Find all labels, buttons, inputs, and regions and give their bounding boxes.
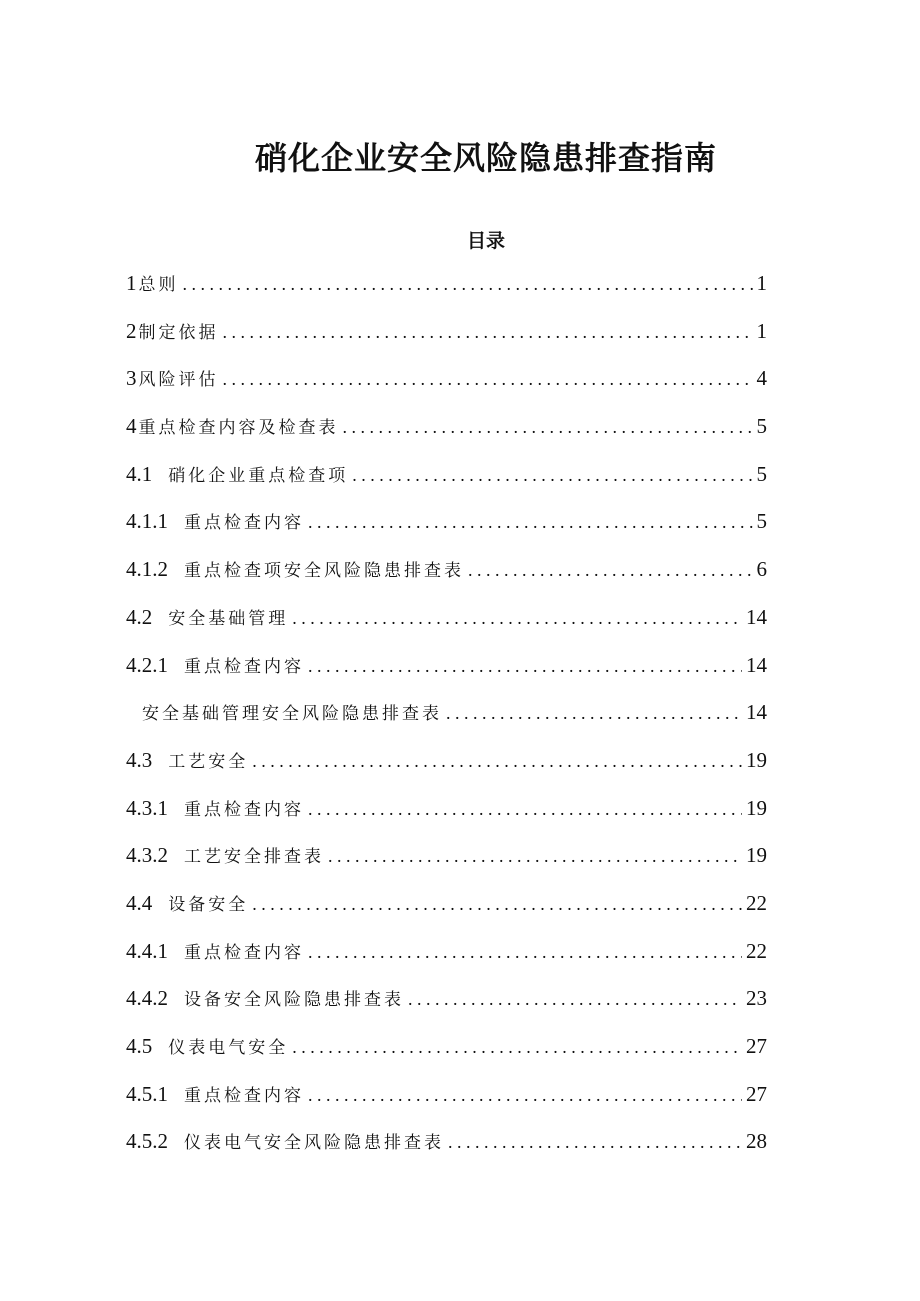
toc-entry-page: 14 xyxy=(746,652,767,677)
toc-entry[interactable] xyxy=(126,604,767,652)
toc-entry[interactable] xyxy=(126,747,767,795)
toc-entry-label: 风险评估 xyxy=(138,370,219,391)
toc-entry-label: 安全基础管理安全风险隐患排查表 xyxy=(142,704,442,725)
toc-dot-leader xyxy=(408,989,742,1010)
toc-entry-number: 3 xyxy=(126,366,137,391)
toc-entry-page: 23 xyxy=(746,986,767,1011)
toc-entry[interactable] xyxy=(126,985,767,1033)
toc-entry-page: 14 xyxy=(746,604,767,629)
toc-entry-number: 4.1.2 xyxy=(126,557,168,582)
toc-entry-label: 重点检查内容 xyxy=(184,513,304,534)
toc-entry[interactable] xyxy=(126,413,767,461)
toc-entry[interactable] xyxy=(126,556,767,604)
toc-entry-page: 14 xyxy=(746,700,767,725)
toc-entry[interactable] xyxy=(126,842,767,890)
toc-entry-number: 4.3.1 xyxy=(126,795,168,820)
document-title: 硝化企业安全风险隐患排查指南 xyxy=(254,139,717,178)
toc-dot-leader xyxy=(292,1037,742,1058)
toc-entry-number: 4.4 xyxy=(126,890,153,915)
toc-entry-label: 重点检查内容 xyxy=(184,656,304,677)
toc-entry-number: 4.2.1 xyxy=(126,652,168,677)
toc-entry-number: 1 xyxy=(126,271,137,295)
toc-entry-label: 重点检查内容 xyxy=(184,799,304,820)
toc-entry-page: 27 xyxy=(746,1034,767,1058)
toc-entry[interactable] xyxy=(126,318,767,366)
toc-dot-leader xyxy=(328,846,742,867)
toc-dot-leader xyxy=(223,369,753,390)
toc-entry-label: 工艺安全排查表 xyxy=(184,847,324,868)
toc-dot-leader xyxy=(308,512,753,533)
toc-entry-page: 5 xyxy=(756,414,767,439)
toc-entry-number: 4 xyxy=(126,414,137,439)
toc-dot-leader xyxy=(292,608,742,629)
toc-dot-leader xyxy=(252,751,742,772)
toc-entry-label: 制定依据 xyxy=(138,322,219,343)
toc-entry-number: 4.5.2 xyxy=(126,1129,168,1154)
toc-entry-number: 4.5.1 xyxy=(126,1081,168,1106)
toc-entry-label: 安全基础管理 xyxy=(168,608,289,629)
toc-entry[interactable] xyxy=(126,461,767,509)
toc-dot-leader xyxy=(446,703,742,724)
toc-entry-label: 重点检查项安全风险隐患排查表 xyxy=(184,561,464,582)
toc-dot-leader xyxy=(308,942,742,963)
toc-entry[interactable] xyxy=(126,795,767,843)
toc-entry-page: 28 xyxy=(746,1129,767,1154)
toc-entry-page: 5 xyxy=(756,461,767,486)
toc-dot-leader xyxy=(448,1132,742,1153)
table-of-contents xyxy=(126,270,767,1176)
toc-entry-number: 4.4.1 xyxy=(126,938,168,963)
toc-heading: 目录 xyxy=(466,230,505,252)
toc-entry-page: 4 xyxy=(756,366,767,391)
toc-entry-label: 重点检查内容 xyxy=(184,1085,304,1106)
toc-entry[interactable] xyxy=(126,652,767,700)
toc-dot-leader xyxy=(343,417,753,438)
toc-dot-leader xyxy=(352,465,752,486)
toc-dot-leader xyxy=(223,322,753,343)
toc-entry[interactable] xyxy=(126,508,767,556)
toc-entry-page: 6 xyxy=(756,557,767,582)
toc-entry-label: 仪表电气安全风险隐患排查表 xyxy=(184,1133,444,1154)
toc-entry-page: 19 xyxy=(746,795,767,820)
toc-entry-number: 4.3.2 xyxy=(126,843,168,868)
toc-entry[interactable] xyxy=(126,699,767,747)
toc-entry-number: 4.2 xyxy=(126,604,153,629)
toc-entry-label: 仪表电气安全 xyxy=(168,1038,289,1058)
toc-entry-page: 22 xyxy=(746,938,767,963)
toc-entry[interactable] xyxy=(126,890,767,938)
toc-entry-page: 1 xyxy=(756,318,767,343)
toc-entry-number: 4.4.2 xyxy=(126,986,168,1011)
toc-entry-page: 1 xyxy=(756,271,767,295)
toc-dot-leader xyxy=(308,799,742,820)
toc-dot-leader xyxy=(308,656,742,677)
toc-dot-leader xyxy=(183,274,753,295)
toc-dot-leader xyxy=(252,894,742,915)
toc-entry-number: 4.1.1 xyxy=(126,509,168,534)
toc-entry[interactable] xyxy=(126,365,767,413)
toc-entry[interactable] xyxy=(126,1033,767,1081)
toc-entry-label: 硝化企业重点检查项 xyxy=(168,465,349,486)
toc-entry[interactable] xyxy=(126,1081,767,1129)
toc-dot-leader xyxy=(308,1085,742,1106)
toc-entry-label: 重点检查内容 xyxy=(184,942,304,963)
toc-entry-label: 工艺安全 xyxy=(168,751,249,772)
toc-entry-page: 5 xyxy=(756,509,767,534)
toc-entry[interactable] xyxy=(126,1128,767,1176)
toc-entry-number: 2 xyxy=(126,318,137,343)
toc-entry-page: 22 xyxy=(746,890,767,915)
toc-entry-page: 27 xyxy=(746,1081,767,1106)
toc-entry-label: 设备安全 xyxy=(168,894,249,915)
toc-entry-number: 4.1 xyxy=(126,461,153,486)
toc-entry-page: 19 xyxy=(746,747,767,772)
toc-entry-label: 设备安全风险隐患排查表 xyxy=(184,990,404,1011)
toc-entry-page: 19 xyxy=(746,843,767,868)
toc-entry-number: 4.3 xyxy=(126,747,153,772)
toc-dot-leader xyxy=(468,560,753,581)
toc-entry-label: 总则 xyxy=(138,275,179,295)
toc-entry[interactable] xyxy=(126,938,767,986)
toc-entry[interactable] xyxy=(126,270,767,318)
toc-entry-label: 重点检查内容及检查表 xyxy=(138,418,339,439)
toc-entry-number: 4.5 xyxy=(126,1034,153,1058)
